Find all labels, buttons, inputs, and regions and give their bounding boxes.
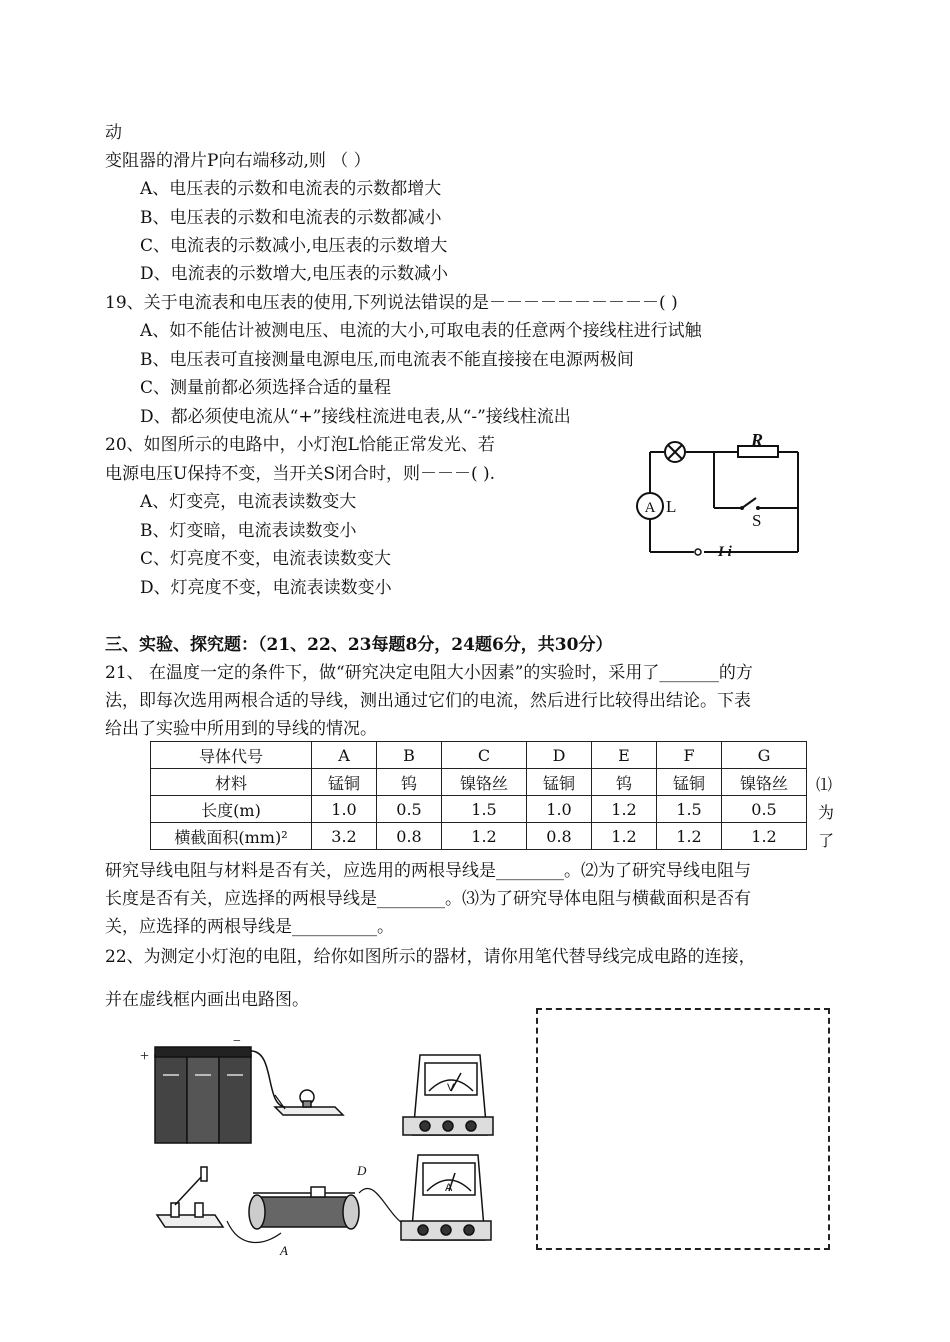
table-cell: 镍铬丝 <box>442 769 527 796</box>
table-row <box>151 769 807 796</box>
table-cell: C <box>442 742 527 769</box>
q20-option-c: C、灯亮度不变，电流表读数变大 <box>140 549 392 569</box>
q21-line-5: 长度是否有关，应选择的两根导线是________。⑶为了研究导体电阻与横截面积是否有 <box>105 889 751 909</box>
rheostat-icon <box>249 1187 359 1229</box>
table-cell: F <box>657 742 722 769</box>
battery-plus-label: + <box>140 1048 150 1065</box>
switch-icon <box>742 498 756 508</box>
terminal-a-label: A <box>280 1243 288 1258</box>
q22-line-1: 22、为测定小灯泡的电阻，给你如图所示的器材，请你用笔代替导线完成电路的连接， <box>105 947 756 967</box>
table-cell: 3.2 <box>312 823 377 850</box>
table-cell: 0.8 <box>527 823 592 850</box>
voltage-label: I i <box>718 544 732 560</box>
table-cell: 导体代号 <box>151 742 312 769</box>
circuit-drawing-box[interactable] <box>536 1008 830 1250</box>
q22-line-2: 并在虚线框内画出电路图。 <box>105 990 309 1010</box>
q18-option-d: D、电流表的示数增大,电压表的示数减小 <box>140 264 449 284</box>
q20-option-a: A、灯变亮，电流表读数变大 <box>140 492 357 512</box>
battery-icon <box>155 1047 251 1143</box>
q19-option-d: D、都必须使电流从“+”接线柱流进电表,从“-”接线柱流出 <box>140 407 571 427</box>
table-cell: 1.2 <box>722 823 807 850</box>
table-cell: 1.2 <box>592 823 657 850</box>
ammeter-label: A <box>644 500 656 516</box>
table-cell: E <box>592 742 657 769</box>
table-cell: 1.2 <box>592 796 657 823</box>
q20-option-d: D、灯亮度不变，电流表读数变小 <box>140 578 392 598</box>
table-cell: 0.5 <box>377 796 442 823</box>
table-cell: 钨 <box>377 769 442 796</box>
table-row <box>151 823 807 850</box>
table-cell: 0.8 <box>377 823 442 850</box>
q20-stem-2: 电源电压U保持不变，当开关S闭合时，则－－－( ). <box>105 464 496 484</box>
q21-line-4: 研究导线电阻与材料是否有关，应选用的两根导线是________。⑵为了研究导线电阻与 <box>105 861 751 881</box>
table-cell: A <box>312 742 377 769</box>
circuit-diagram <box>630 425 810 560</box>
voltmeter-icon <box>403 1055 493 1135</box>
table-row <box>151 796 807 823</box>
bulb-icon <box>275 1090 343 1115</box>
q19-option-a: A、如不能估计被测电压、电流的大小,可取电表的任意两个接线柱进行试触 <box>140 321 702 341</box>
equipment-illustration <box>135 1035 495 1260</box>
section-3-title: 三、实验、探究题：（21、22、23每题8分，24题6分，共30分） <box>105 635 613 655</box>
switch-label: S <box>752 511 762 530</box>
ammeter-device-icon <box>401 1155 491 1240</box>
side-note-2: 为 <box>818 803 835 822</box>
table-cell: 锰铜 <box>527 769 592 796</box>
resistor-label: R <box>751 430 764 450</box>
q18-option-c: C、电流表的示数减小,电压表的示数增大 <box>140 236 448 256</box>
table-cell: 长度(m) <box>151 796 312 823</box>
q19-stem: 19、关于电流表和电压表的使用,下列说法错误的是－－－－－－－－－－( ) <box>105 293 678 313</box>
table-cell: 横截面积(mm)² <box>151 823 312 850</box>
table-cell: 1.0 <box>527 796 592 823</box>
battery-minus-label: − <box>233 1035 241 1049</box>
table-cell: 1.5 <box>657 796 722 823</box>
q21-line-2: 法，即每次选用两根合适的导线，测出通过它们的电流，然后进行比较得出结论。下表 <box>105 691 751 711</box>
q19-option-b: B、电压表可直接测量电源电压,而电流表不能直接接在电源两极间 <box>140 350 634 370</box>
table-row <box>151 742 807 769</box>
q21-line-6: 关，应选择的两根导线是__________。 <box>105 917 394 937</box>
q20-option-b: B、灯变暗，电流表读数变小 <box>140 521 357 541</box>
lamp-label: L <box>666 497 677 516</box>
table-cell: 锰铜 <box>312 769 377 796</box>
q21-line-1: 21、 在温度一定的条件下，做“研究决定电阻大小因素”的实验时，采用了_______的方 <box>105 663 753 683</box>
table-cell: 0.5 <box>722 796 807 823</box>
voltmeter-label: V <box>447 1082 455 1094</box>
q20-stem-1: 20、如图所示的电路中，小灯泡L恰能正常发光、若 <box>105 435 495 455</box>
table-cell: 钨 <box>592 769 657 796</box>
table-cell: 1.2 <box>657 823 722 850</box>
knife-switch-icon <box>157 1167 223 1227</box>
q18-option-b: B、电压表的示数和电流表的示数都减小 <box>140 208 442 228</box>
table-cell: 材料 <box>151 769 312 796</box>
q21-line-3: 给出了实验中所用到的导线的情况。 <box>105 719 377 739</box>
side-note-3: 了 <box>818 831 835 850</box>
q19-option-c: C、测量前都必须选择合适的量程 <box>140 378 392 398</box>
side-note-1: ⑴ <box>816 775 833 794</box>
q18-option-a: A、电压表的示数和电流表的示数都增大 <box>140 179 442 199</box>
table-cell: 1.5 <box>442 796 527 823</box>
table-cell: B <box>377 742 442 769</box>
text-line: 动 <box>105 123 122 143</box>
table-cell: 1.2 <box>442 823 527 850</box>
table-cell: D <box>527 742 592 769</box>
table-cell: G <box>722 742 807 769</box>
wire-table <box>150 741 807 850</box>
table-cell: 1.0 <box>312 796 377 823</box>
q18-stem: 变阻器的滑片P向右端移动,则 （ ） <box>105 151 371 171</box>
table-cell: 镍铬丝 <box>722 769 807 796</box>
terminal-d-label: D <box>357 1163 367 1178</box>
table-cell: 锰铜 <box>657 769 722 796</box>
ammeter-device-label: A <box>445 1182 453 1194</box>
